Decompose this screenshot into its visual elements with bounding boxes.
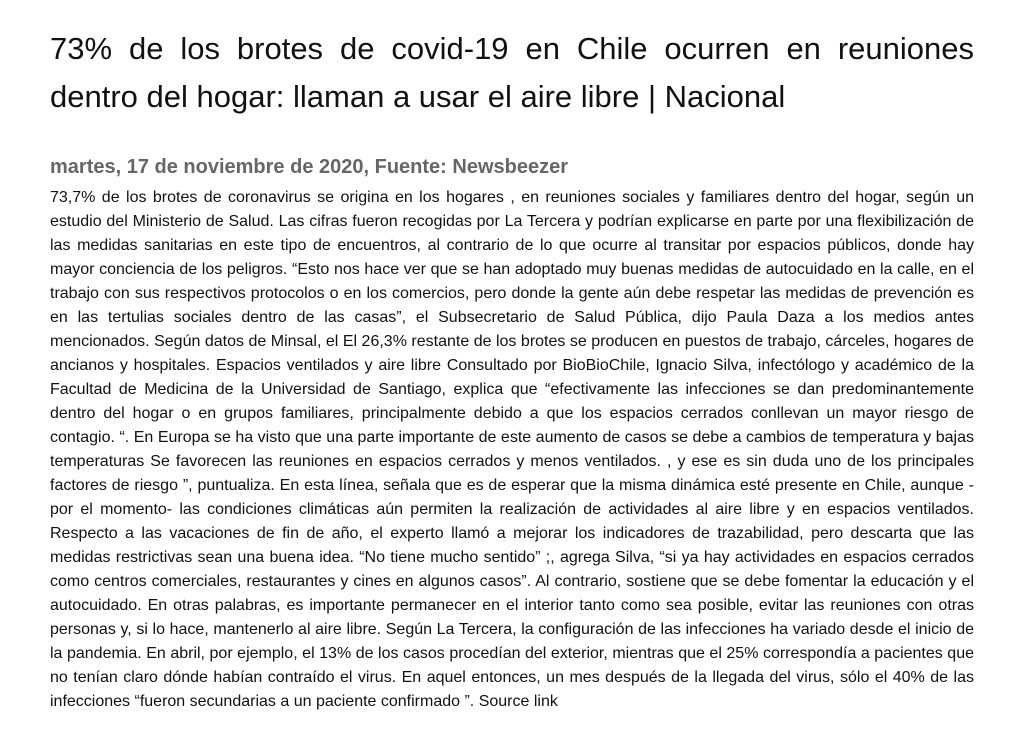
article-byline: martes, 17 de noviembre de 2020, Fuente: Newsbeezer xyxy=(50,156,568,178)
article-title: 73% de los brotes de covid-19 en Chile ocurren en reuniones dentro del hogar: llaman a usar el aire libre | Nacional xyxy=(50,31,974,114)
article-body xyxy=(50,186,974,714)
article-body-text: 73,7% de los brotes de coronavirus se origina en los hogares , en reuniones sociales y familiares dentro del hogar, según un estudio del Ministerio de Salud. Las cifras fueron recogidas por La Tercera y podrían explicarse en parte por una flexibilización de las medidas sanitarias en este tipo de encuentros, al contrario de lo que ocurre al transitar por espacios públicos, donde hay mayor conciencia de los peligros. “Esto nos hace ver que se han adoptado muy buenas medidas de autocuidado en la calle, en el trabajo con sus respectivos protocolos o en los comercios, pero donde la gente aún debe respetar las medidas de prevención es en las tertulias sociales dentro de las casas”, el Subsecretario de Salud Pública, dijo Paula Daza a los medios antes mencionados. Según datos de Minsal, el El 26,3% restante de los brotes se producen en puestos de trabajo, cárceles, hogares de ancianos y hospitales. Espacios ventilados y aire libre Consultado por BioBioChile, Ignacio Silva, infectólogo y académico de la Facultad de Medicina de la Universidad de Santiago, explica que “efectivamente las infecciones se dan predominantemente dentro del hogar o en grupos familiares, principalmente debido a que los espacios cerrados conllevan un mayor riesgo de contagio. “. En Europa se ha visto que una parte importante de este aumento de casos se debe a cambios de temperatura y bajas temperaturas Se favorecen las reuniones en espacios cerrados y menos ventilados. , y ese es sin duda uno de los principales factores de riesgo ”, puntualiza. En esta línea, señala que es de esperar que la misma dinámica esté presente en Chile, aunque -por el momento- las condiciones climáticas aún permiten la realización de actividades al aire libre y en espacios ventilados. Respecto a las vacaciones de fin de año, el experto llamó a mejorar los indicadores de trazabilidad, pero descarta que las medidas restrictivas sean una buena idea. “No tiene mucho sentido” ;, agrega Silva, “si ya hay actividades en espacios cerrados como centros comerciales, restaurantes y cines en algunos casos”. Al contrario, sostiene que se debe fomentar la educación y el autocuidado. En otras palabras, es importante permanecer en el interior tanto como sea posible, evitar las reuniones con otras personas y, si lo hace, mantenerlo al aire libre. Según La Tercera, la configuración de las infecciones ha variado desde el inicio de la pandemia. En abril, por ejemplo, el 13% de los casos procedían del exterior, mientras que el 25% correspondía a pacientes que no tenían claro dónde habían contraído el virus. En aquel entonces, un mes después de la llegada del virus, sólo el 40% de las infecciones “fueron secundarias a un paciente confirmado ”. xyxy=(50,189,974,710)
source-link[interactable]: Source link xyxy=(478,693,558,710)
